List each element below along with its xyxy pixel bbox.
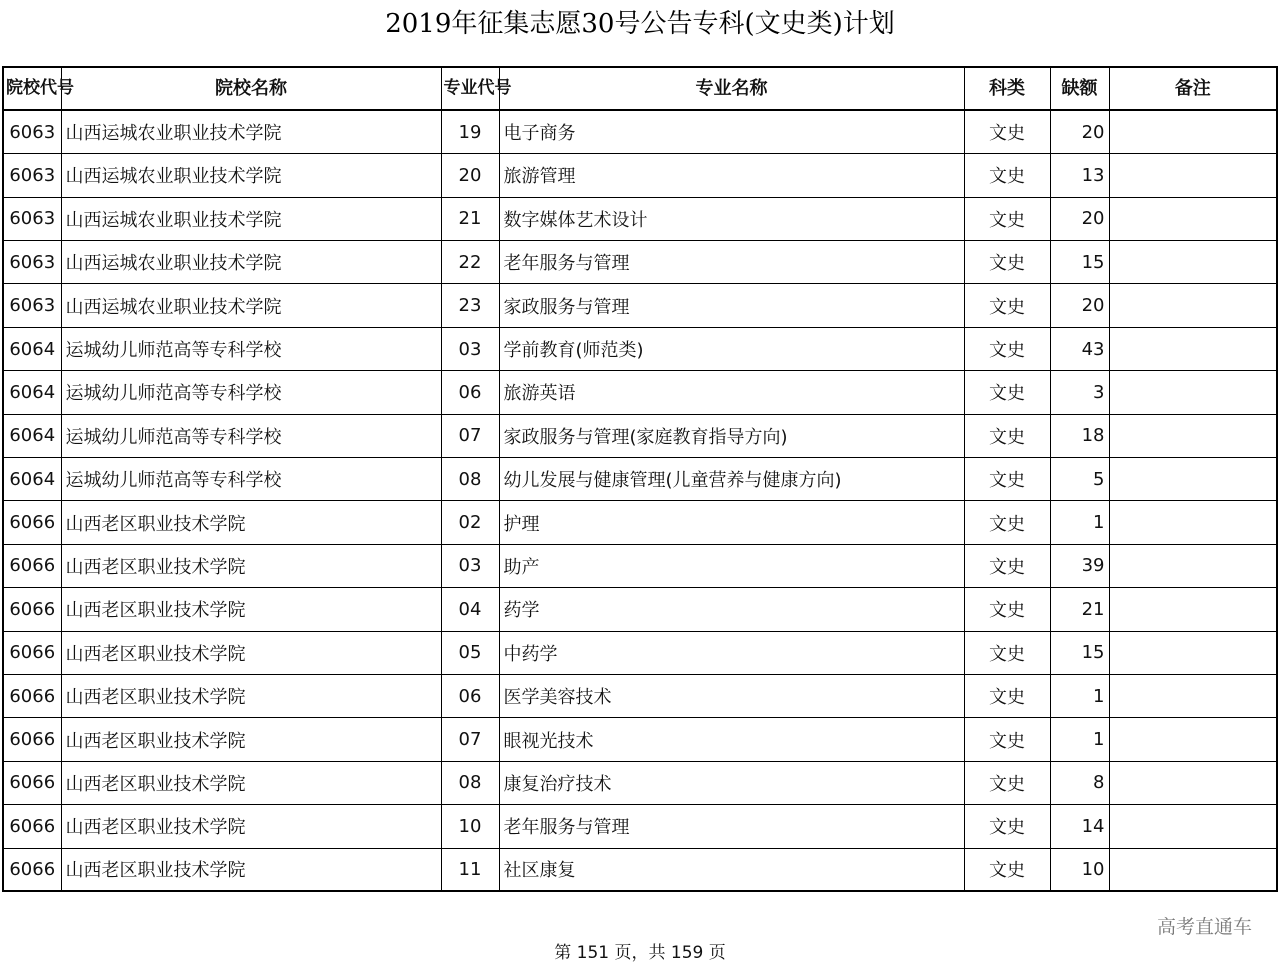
table-row xyxy=(3,197,1277,240)
cell-school-name: 山西老区职业技术学院 xyxy=(61,588,441,631)
cell-category: 文史 xyxy=(964,761,1050,804)
cell-vacancies: 1 xyxy=(1050,501,1109,544)
cell-major-name: 旅游英语 xyxy=(499,371,964,414)
cell-school-code: 6066 xyxy=(3,544,61,587)
cell-major-name: 家政服务与管理(家庭教育指导方向) xyxy=(499,414,964,457)
table-row xyxy=(3,284,1277,327)
cell-major-name: 老年服务与管理 xyxy=(499,241,964,284)
cell-major-name: 家政服务与管理 xyxy=(499,284,964,327)
cell-category: 文史 xyxy=(964,631,1050,674)
cell-major-name: 助产 xyxy=(499,544,964,587)
cell-category: 文史 xyxy=(964,371,1050,414)
cell-major-code: 08 xyxy=(441,761,499,804)
cell-category: 文史 xyxy=(964,327,1050,370)
page-title: 2019年征集志愿30号公告专科(文史类)计划 xyxy=(385,9,895,39)
cell-notes xyxy=(1109,327,1277,370)
table-row xyxy=(3,458,1277,501)
cell-school-name: 山西老区职业技术学院 xyxy=(61,718,441,761)
cell-major-name: 护理 xyxy=(499,501,964,544)
cell-category: 文史 xyxy=(964,284,1050,327)
cell-major-name: 数字媒体艺术设计 xyxy=(499,197,964,240)
cell-school-code: 6063 xyxy=(3,110,61,153)
cell-vacancies: 20 xyxy=(1050,284,1109,327)
cell-school-name: 山西运城农业职业技术学院 xyxy=(61,154,441,197)
cell-school-code: 6064 xyxy=(3,371,61,414)
cell-school-code: 6064 xyxy=(3,327,61,370)
cell-school-name: 山西老区职业技术学院 xyxy=(61,501,441,544)
cell-major-name: 社区康复 xyxy=(499,848,964,891)
cell-vacancies: 1 xyxy=(1050,674,1109,717)
cell-major-name: 眼视光技术 xyxy=(499,718,964,761)
cell-vacancies: 21 xyxy=(1050,588,1109,631)
table-header-row xyxy=(3,67,1277,110)
enrollment-plan-table xyxy=(2,66,1278,892)
cell-major-code: 22 xyxy=(441,241,499,284)
table-row xyxy=(3,718,1277,761)
cell-school-code: 6066 xyxy=(3,805,61,848)
cell-vacancies: 5 xyxy=(1050,458,1109,501)
cell-vacancies: 18 xyxy=(1050,414,1109,457)
cell-school-name: 山西老区职业技术学院 xyxy=(61,544,441,587)
cell-school-code: 6066 xyxy=(3,588,61,631)
cell-notes xyxy=(1109,588,1277,631)
cell-school-code: 6063 xyxy=(3,154,61,197)
cell-major-name: 医学美容技术 xyxy=(499,674,964,717)
cell-category: 文史 xyxy=(964,805,1050,848)
cell-major-code: 07 xyxy=(441,718,499,761)
cell-major-name: 旅游管理 xyxy=(499,154,964,197)
cell-school-code: 6066 xyxy=(3,848,61,891)
cell-major-code: 23 xyxy=(441,284,499,327)
cell-category: 文史 xyxy=(964,544,1050,587)
cell-notes xyxy=(1109,674,1277,717)
cell-school-code: 6066 xyxy=(3,501,61,544)
cell-school-name: 山西老区职业技术学院 xyxy=(61,761,441,804)
cell-major-name: 学前教育(师范类) xyxy=(499,327,964,370)
table-row xyxy=(3,848,1277,891)
cell-school-name: 山西老区职业技术学院 xyxy=(61,631,441,674)
cell-major-code: 10 xyxy=(441,805,499,848)
cell-school-code: 6064 xyxy=(3,458,61,501)
cell-notes xyxy=(1109,761,1277,804)
cell-vacancies: 43 xyxy=(1050,327,1109,370)
cell-school-name: 运城幼儿师范高等专科学校 xyxy=(61,371,441,414)
cell-school-name: 山西老区职业技术学院 xyxy=(61,674,441,717)
cell-category: 文史 xyxy=(964,414,1050,457)
cell-notes xyxy=(1109,414,1277,457)
table-row xyxy=(3,501,1277,544)
cell-notes xyxy=(1109,631,1277,674)
table-row xyxy=(3,241,1277,284)
table-row xyxy=(3,110,1277,153)
cell-school-name: 运城幼儿师范高等专科学校 xyxy=(61,414,441,457)
cell-vacancies: 15 xyxy=(1050,631,1109,674)
table-row xyxy=(3,588,1277,631)
table-row xyxy=(3,631,1277,674)
cell-vacancies: 10 xyxy=(1050,848,1109,891)
cell-major-code: 03 xyxy=(441,327,499,370)
cell-category: 文史 xyxy=(964,588,1050,631)
cell-major-code: 06 xyxy=(441,674,499,717)
header-school-code: 院校代号 xyxy=(3,67,61,110)
cell-notes xyxy=(1109,501,1277,544)
cell-notes xyxy=(1109,848,1277,891)
header-major-name: 专业名称 xyxy=(499,67,964,110)
cell-notes xyxy=(1109,458,1277,501)
table-row xyxy=(3,154,1277,197)
cell-vacancies: 3 xyxy=(1050,371,1109,414)
cell-major-code: 02 xyxy=(441,501,499,544)
cell-major-code: 11 xyxy=(441,848,499,891)
cell-notes xyxy=(1109,371,1277,414)
page-footer: 第 151 页，共 159 页 xyxy=(554,943,726,963)
cell-school-code: 6063 xyxy=(3,241,61,284)
cell-vacancies: 14 xyxy=(1050,805,1109,848)
cell-notes xyxy=(1109,805,1277,848)
header-major-code: 专业代号 xyxy=(441,67,499,110)
cell-school-code: 6063 xyxy=(3,197,61,240)
cell-major-code: 04 xyxy=(441,588,499,631)
cell-notes xyxy=(1109,110,1277,153)
cell-major-name: 电子商务 xyxy=(499,110,964,153)
header-category: 科类 xyxy=(964,67,1050,110)
cell-category: 文史 xyxy=(964,110,1050,153)
cell-vacancies: 8 xyxy=(1050,761,1109,804)
cell-vacancies: 20 xyxy=(1050,110,1109,153)
cell-notes xyxy=(1109,197,1277,240)
cell-vacancies: 13 xyxy=(1050,154,1109,197)
cell-notes xyxy=(1109,284,1277,327)
cell-school-code: 6066 xyxy=(3,718,61,761)
cell-category: 文史 xyxy=(964,674,1050,717)
cell-vacancies: 1 xyxy=(1050,718,1109,761)
cell-category: 文史 xyxy=(964,718,1050,761)
cell-school-code: 6066 xyxy=(3,674,61,717)
cell-school-code: 6066 xyxy=(3,631,61,674)
cell-category: 文史 xyxy=(964,458,1050,501)
cell-school-code: 6063 xyxy=(3,284,61,327)
cell-school-code: 6066 xyxy=(3,761,61,804)
cell-major-code: 08 xyxy=(441,458,499,501)
cell-category: 文史 xyxy=(964,501,1050,544)
cell-vacancies: 15 xyxy=(1050,241,1109,284)
header-notes: 备注 xyxy=(1109,67,1277,110)
cell-category: 文史 xyxy=(964,197,1050,240)
table-row xyxy=(3,544,1277,587)
cell-school-name: 运城幼儿师范高等专科学校 xyxy=(61,327,441,370)
cell-vacancies: 39 xyxy=(1050,544,1109,587)
table-row xyxy=(3,371,1277,414)
cell-notes xyxy=(1109,544,1277,587)
cell-notes xyxy=(1109,154,1277,197)
table-row xyxy=(3,414,1277,457)
cell-category: 文史 xyxy=(964,848,1050,891)
table-body xyxy=(3,110,1277,891)
cell-major-code: 21 xyxy=(441,197,499,240)
cell-category: 文史 xyxy=(964,154,1050,197)
table-row xyxy=(3,674,1277,717)
cell-vacancies: 20 xyxy=(1050,197,1109,240)
table-row xyxy=(3,327,1277,370)
table-row xyxy=(3,761,1277,804)
cell-notes xyxy=(1109,718,1277,761)
cell-school-name: 山西运城农业职业技术学院 xyxy=(61,197,441,240)
cell-major-code: 03 xyxy=(441,544,499,587)
cell-major-code: 19 xyxy=(441,110,499,153)
cell-major-name: 中药学 xyxy=(499,631,964,674)
cell-major-code: 20 xyxy=(441,154,499,197)
cell-major-name: 老年服务与管理 xyxy=(499,805,964,848)
cell-school-name: 山西运城农业职业技术学院 xyxy=(61,241,441,284)
cell-major-name: 药学 xyxy=(499,588,964,631)
cell-major-code: 07 xyxy=(441,414,499,457)
cell-category: 文史 xyxy=(964,241,1050,284)
cell-major-code: 06 xyxy=(441,371,499,414)
watermark: 高考直通车 xyxy=(1156,916,1252,938)
cell-notes xyxy=(1109,241,1277,284)
cell-school-name: 山西运城农业职业技术学院 xyxy=(61,284,441,327)
cell-major-name: 幼儿发展与健康管理(儿童营养与健康方向) xyxy=(499,458,964,501)
header-vacancies: 缺额 xyxy=(1050,67,1109,110)
cell-school-name: 山西老区职业技术学院 xyxy=(61,805,441,848)
table-row xyxy=(3,805,1277,848)
header-school-name: 院校名称 xyxy=(61,67,441,110)
cell-school-name: 运城幼儿师范高等专科学校 xyxy=(61,458,441,501)
cell-major-name: 康复治疗技术 xyxy=(499,761,964,804)
cell-school-name: 山西运城农业职业技术学院 xyxy=(61,110,441,153)
cell-school-name: 山西老区职业技术学院 xyxy=(61,848,441,891)
cell-school-code: 6064 xyxy=(3,414,61,457)
cell-major-code: 05 xyxy=(441,631,499,674)
